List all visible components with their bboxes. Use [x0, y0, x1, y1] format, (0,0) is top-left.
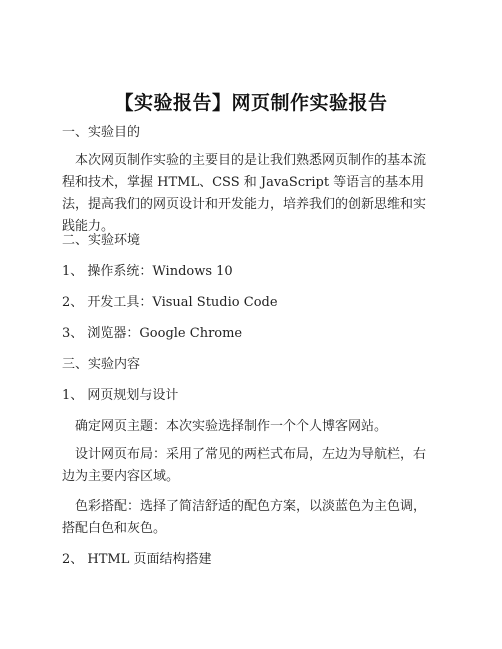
- env-item-browser: 3、 浏览器：Google Chrome: [62, 326, 243, 341]
- purpose-paragraph: 本次网页制作实验的主要目的是让我们熟悉网页制作的基本流程和技术，掌握 HTML、CSS 和 JavaScript 等语言的基本用法，提高我们的网页设计和开发能力，培养我们的创新思维和实践能力。: [62, 153, 427, 234]
- env-item-os: 1、 操作系统：Windows 10: [62, 264, 233, 279]
- planning-color-paragraph: 色彩搭配：选择了简洁舒适的配色方案，以淡蓝色为主色调，搭配白色和灰色。: [62, 499, 427, 536]
- planning-layout-paragraph: 设计网页布局：采用了常见的两栏式布局，左边为导航栏，右边为主要内容区域。: [62, 447, 427, 484]
- section-heading-content: 三、实验内容: [62, 357, 141, 372]
- report-title: 【实验报告】网页制作实验报告: [114, 92, 388, 114]
- section-heading-purpose: 一、实验目的: [62, 125, 141, 140]
- sub-heading-planning: 1、 网页规划与设计: [62, 388, 179, 403]
- sub-heading-html-structure: 2、 HTML 页面结构搭建: [62, 552, 212, 567]
- section-heading-environment: 二、实验环境: [62, 233, 141, 248]
- env-item-tool: 2、 开发工具：Visual Studio Code: [62, 295, 278, 310]
- planning-topic-paragraph: 确定网页主题：本次实验选择制作一个个人博客网站。: [75, 419, 388, 434]
